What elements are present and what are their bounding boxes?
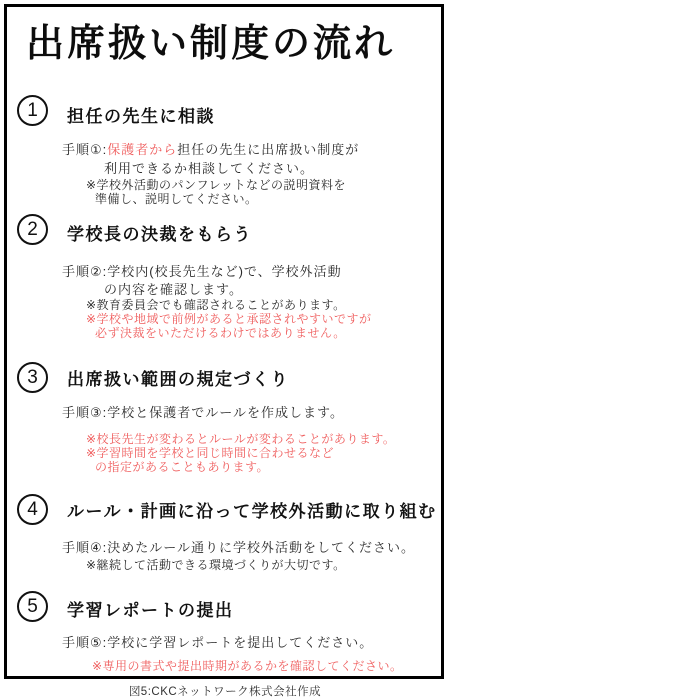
- step-3-warning-line-2: ※学習時間を学校と同じ時間に合わせるなど: [86, 446, 335, 460]
- step-2-warning-line-2: 必ず決裁をいただけるわけではありません。: [95, 326, 346, 340]
- step-1-procedure-line-2: 利用できるか相談してください。: [104, 161, 315, 176]
- step-4-title: ルール・計画に沿って学校外活動に取り組む: [67, 502, 437, 521]
- step-5-warning-line-1: ※専用の書式や提出時期があるかを確認してください。: [92, 659, 403, 673]
- step-3-warning-line-1: ※校長先生が変わるとルールが変わることがあります。: [86, 432, 396, 446]
- step-1-note-line-1: ※学校外活動のパンフレットなどの説明資料を: [86, 178, 346, 192]
- step-3-procedure-line-1: 手順③:学校と保護者でルールを作成します。: [62, 405, 344, 420]
- step-1-proc-prefix: 手順①:: [62, 142, 108, 157]
- step-1-proc-rest: 担任の先生に出席扱い制度が: [177, 142, 360, 157]
- step-4-procedure-line-1: 手順④:決めたルール通りに学校外活動をしてください。: [62, 540, 416, 555]
- step-3-title: 出席扱い範囲の規定づくり: [67, 370, 289, 389]
- step-1-number-icon: 1: [17, 95, 48, 126]
- step-2-warning-line-1: ※学校や地域で前例があると承認されやすいですが: [86, 312, 372, 326]
- step-2-procedure-line-2: の内容を確認します。: [104, 282, 243, 297]
- step-1-proc-highlight: 保護者から: [107, 142, 178, 157]
- page-title: 出席扱い制度の流れ: [26, 23, 396, 65]
- step-5-procedure-line-1: 手順⑤:学校に学習レポートを提出してください。: [62, 635, 374, 650]
- step-3-number-icon: 3: [17, 362, 48, 393]
- step-1-title: 担任の先生に相談: [67, 107, 215, 126]
- step-5-number-icon: 5: [17, 591, 48, 622]
- step-2-title: 学校長の決裁をもらう: [67, 225, 252, 244]
- step-2-note-line-1: ※教育委員会でも確認されることがあります。: [86, 298, 346, 312]
- step-5-title: 学習レポートの提出: [67, 601, 234, 620]
- figure-caption: 図5:CKCネットワーク株式会社作成: [128, 686, 322, 698]
- step-3-warning-line-3: の指定があることもあります。: [95, 460, 270, 474]
- step-4-note-line-1: ※継続して活動できる環境づくりが大切です。: [86, 558, 346, 572]
- step-2-procedure-line-1: 手順②:学校内(校長先生など)で、学校外活動: [62, 264, 342, 279]
- step-1-procedure-line-1: [62, 139, 359, 158]
- step-4-number-icon: 4: [17, 494, 48, 525]
- step-2-number-icon: 2: [17, 214, 48, 245]
- step-1-note-line-2: 準備し、説明してください。: [95, 192, 258, 206]
